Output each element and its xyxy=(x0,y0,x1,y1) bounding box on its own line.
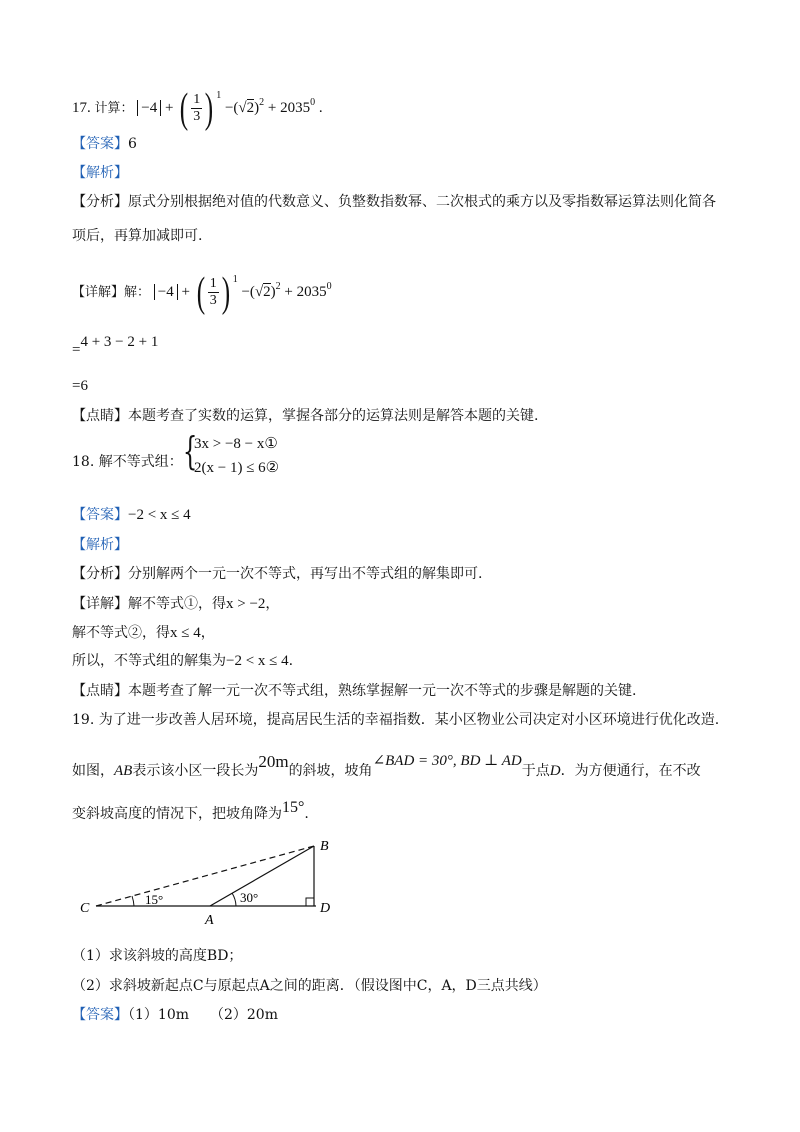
a17-step2: =6 xyxy=(72,378,88,394)
analysis-tag: 【解析】 xyxy=(72,165,128,181)
q17-number: 17. xyxy=(72,100,91,116)
q18-line: 18. 解不等式组： xyxy=(72,454,183,470)
abs-value: −4 xyxy=(137,100,161,116)
a18-comment: 【点睛】本题考查了解一元一次不等式组，熟练掌握解一元一次不等式的步骤是解题的关键. xyxy=(72,683,637,699)
q19-line2: 如图，AB表示该小区一段长为20m的斜坡，坡角∠BAD = 30°, BD ⊥ AD于点D．为方便通行，在不改 xyxy=(72,752,701,779)
q17-prompt: 计算： xyxy=(94,101,134,116)
angle-15-label: 15° xyxy=(145,892,164,907)
angle-arc-15 xyxy=(132,896,134,906)
a17-step1: =4 + 3 − 2 + 1 xyxy=(72,334,159,358)
a17-analysis xyxy=(72,163,128,183)
q19-sub2: （2）求斜坡新起点C与原起点A之间的距离．（假设图中C，A，D三点共线） xyxy=(72,978,547,994)
a18-detail1: 【详解】解不等式①，得x > −2， xyxy=(72,596,280,612)
label-b: B xyxy=(320,839,329,854)
sqrt: 2 xyxy=(246,100,255,116)
a18-detail2: 解不等式②，得x ≤ 4， xyxy=(72,625,215,641)
angle-30-label: 30° xyxy=(240,890,259,905)
a17-fenxi: 【分析】原式分别根据绝对值的代数意义、负整数指数幂、二次根式的乘方以及零指数幂运算法则化简各 xyxy=(72,194,716,210)
inequality-2: 2(x − 1) ≤ 6② xyxy=(194,460,280,476)
a18-answer: 【答案】−2 < x ≤ 4 xyxy=(72,507,191,523)
angle-arc-30 xyxy=(232,893,236,906)
new-slope-line xyxy=(96,846,314,906)
q19-sub1: （1）求该斜坡的高度BD； xyxy=(72,948,243,964)
q19-answer: 【答案】（1）10m （2）20m xyxy=(72,1007,278,1023)
inequality-1: 3x > −8 − x① xyxy=(194,436,278,452)
a17-answer: 【答案】6 xyxy=(72,136,137,152)
a17-comment: 【点睛】本题考查了实数的运算，掌握各部分的运算法则是解答本题的关键. xyxy=(72,408,539,424)
q17-line: 17. 计算： −4 + ( $\frac{1}{3}$ ) $^1 -(√2)^2 + 2035^0$ . xyxy=(72,85,323,132)
slope-figure xyxy=(0,830,800,925)
a18-fenxi: 【分析】分别解两个一元一次不等式，再写出不等式组的解集即可. xyxy=(72,566,483,582)
a18-analysis: 【解析】 xyxy=(72,537,128,553)
a17-fenxi-cont: 项后，再算加减即可. xyxy=(72,228,203,244)
label-d: D xyxy=(320,901,331,916)
label-c: C xyxy=(80,901,90,916)
brace: { xyxy=(182,429,198,473)
answer-tag: 【答案】 xyxy=(72,136,128,152)
exponent: 1 xyxy=(216,90,222,101)
a17-detail: 【详解】解： −4 + ( $\frac{1}{3}$ ) $^1 -(√2)^2 + 2035^0$ xyxy=(72,269,332,316)
label-a: A xyxy=(205,913,214,925)
q19-line3: 变斜坡高度的情况下，把坡角降为15°. xyxy=(72,799,309,822)
inequality-system xyxy=(178,429,328,482)
a18-detail3: 所以，不等式组的解集为−2 < x ≤ 4. xyxy=(72,653,294,669)
right-angle-mark xyxy=(306,898,314,906)
fraction: $\frac{1}{3}$ xyxy=(193,92,201,125)
q19-line1: 19. 为了进一步改善人居环境，提高居民生活的幸福指数．某小区物业公司决定对小区环境进行优化改造. xyxy=(72,712,720,728)
original-slope-line xyxy=(210,846,314,906)
